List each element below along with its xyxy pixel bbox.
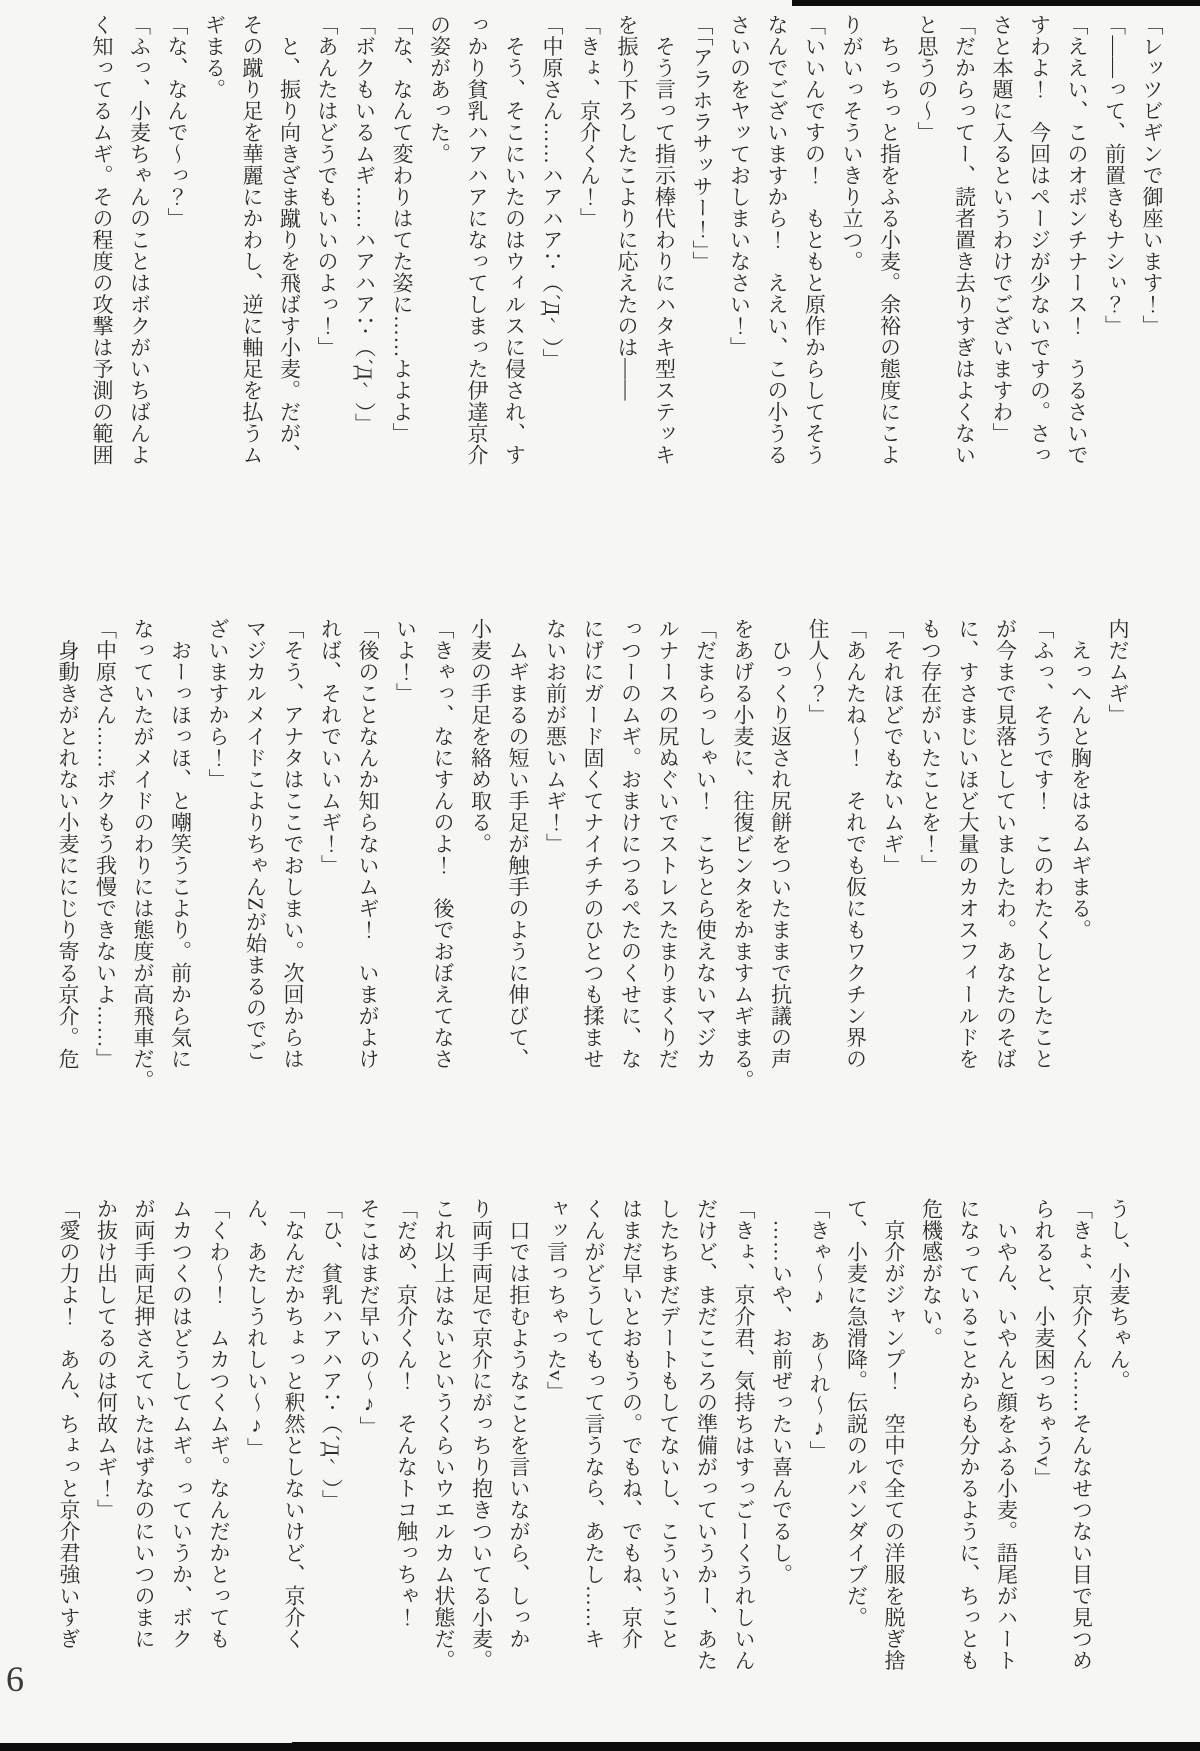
text-column: 「ボクもいるムギ……ハアハア∵（´Д｀）」 (352, 14, 377, 435)
text-column: 「な、なんで〜っ？」 (165, 14, 189, 229)
text-column: おーっほっほ、と嘲笑うこより。前から気に (168, 618, 193, 1070)
text-column: 「ひ、貧乳ハアハア∵（´Д｀）」 (319, 1198, 344, 1511)
text-column: いよ！」 (393, 618, 418, 704)
text-column: なっていたがメイドのわりには態度が高飛車だ。 (131, 618, 155, 1091)
text-column: 「くわ〜！ ムカつくムギ。なんだかとっても (207, 1198, 231, 1650)
text-column: をあげる小麦に、往復ビンタをかますムギまる。 (731, 618, 755, 1091)
text-column: に、すさまじいほど大量のカオスフィールドを (956, 618, 980, 1070)
text-column: なんでございますから！ ええい、この小うる (765, 14, 789, 466)
text-column: これ以上はないというくらいウエルカム状態だ。 (432, 1198, 456, 1671)
text-column: そう、そこにいたのはウィルスに侵され、す (502, 14, 527, 466)
text-column: 「だまらっしゃい！ こちとら使えないマジカ (693, 618, 718, 1070)
text-column: ないお前が悪いムギ！」 (543, 618, 568, 855)
text-column: 「な、なんて変わりはてた姿に……よよよ」 (390, 14, 414, 444)
text-column: 「それほどでもないムギ」 (881, 618, 905, 876)
text-column: が両手両足押さえていたはずなのにいつのまに (132, 1198, 156, 1650)
text-column: だけど、まだこころの準備がっていうかー、あた (694, 1198, 719, 1671)
text-column: 「後のことなんか知らないムギ！ いまがよけ (356, 618, 380, 1070)
text-column: 「愛の力よ！ あん、ちょっと京介君強いすぎ (57, 1198, 81, 1650)
text-column: りがいっそういきり立つ。 (840, 14, 864, 272)
text-column: そこはまだ早いの〜♪」 (357, 1198, 381, 1438)
page-number: 6 (6, 1659, 24, 1699)
text-column: はまだ早いとおもうの。でもね、でもね、京介 (619, 1198, 644, 1650)
text-column: ムギまるの短い手足が触手のように伸びて、 (506, 618, 530, 1070)
text-column: 「きゃ〜♪ あ〜れ〜♪」 (807, 1198, 831, 1462)
text-column: が今まで見落としていましたわ。あなたのそば (993, 618, 1018, 1070)
text-column: ん、あたしうれしい〜♪」 (244, 1198, 269, 1459)
text-column: ャッ言っちゃったv」 (544, 1198, 569, 1403)
text-column: になっていることからも分かるように、ちっとも (957, 1198, 981, 1671)
text-column: マジカルメイドこよりちゃんZが始まるのでご (243, 618, 268, 1062)
text-column: ひっくり返され尻餅をついたままで抗議の声 (768, 618, 793, 1070)
text-column: 内だムギ」 (1106, 618, 1130, 726)
text-column: 「あんたはどうでもいいのよっ！」 (315, 14, 339, 358)
text-column: さいのをヤッておしまいなさい！」 (727, 14, 752, 358)
text-column: か抜け出してるのは何故ムギ！」 (94, 1198, 119, 1521)
text-column: ムカつくのはどうしてムギ。っていうか、ボク (169, 1198, 194, 1650)
text-column: 「中原さん……ハアハア∵（´Д｀）」 (540, 14, 564, 370)
scan-artifact-bottom-bar (292, 1742, 1200, 1749)
text-column: 「きょ、京介くん！」 (577, 14, 602, 229)
text-column: 「そう、アナタはここでおしまい。次回からは (281, 618, 305, 1070)
text-column: く知ってるムギ。その程度の攻撃は予測の範囲 (90, 14, 114, 466)
text-column: っかり貧乳ハアハアになってしまった伊達京介 (465, 14, 489, 466)
text-column: 京介がジャンプ！ 空中で全ての洋服を脱ぎ捨 (882, 1198, 906, 1671)
text-column: 「なんだかちょっと釈然としないけど、京介く (282, 1198, 306, 1650)
text-column: いやん、いやんと顔をふる小麦。語尾がハート (994, 1198, 1019, 1671)
text-column: すわよ！ 今回はページが少ないですの。さっ (1027, 14, 1052, 466)
text-column: そう言って指示棒代わりにハタキ型ステッキ (652, 14, 677, 466)
text-column: 「だからってー、読者置き去りすぎはよくない (952, 14, 977, 466)
text-column: れば、それでいいムギ！」 (318, 618, 343, 876)
text-column: 「レッツビギンで御座います！」 (1140, 14, 1164, 337)
text-column: 「きょ、京介くん……そんなせつない目で見つめ (1069, 1198, 1094, 1671)
text-column: の姿があった。 (427, 14, 452, 165)
scan-artifact-top-bar (792, 0, 1200, 6)
passage-bottom (50, 1198, 1138, 1684)
text-column: 「きゃっ、なにすんのよ！ 後でおぼえてなさ (431, 618, 455, 1070)
text-column: くんがどうしてもって言うなら、あたし……キ (582, 1198, 606, 1650)
text-column: ……いや、お前ぜったい喜んでるし。 (769, 1198, 794, 1585)
text-column: もつ存在がいたことを！」 (918, 618, 943, 876)
text-column: えっへんと胸をはるムギまる。 (1068, 618, 1093, 941)
text-column: 「きょ、京介君、気持ちはすっごーくうれしいん (732, 1198, 756, 1671)
text-column: を振り下ろしたこよりに応えたのは―― (615, 14, 639, 401)
text-column: 「だめ、京介くん！ そんなトコ触っちゃ！ (394, 1198, 419, 1628)
text-column: 「ふっ、そうです！ このわたくしとしたこと (1031, 618, 1055, 1070)
text-column: 「いいんですの！ もともと原作からしてそう (802, 14, 827, 466)
text-column: 「ふっ、小麦ちゃんのことはボクがいちばんよ (127, 14, 152, 466)
text-column: ちっちっと指をふる小麦。余裕の態度にこよ (877, 14, 902, 466)
text-column: その蹴り足を華麗にかわし、逆に軸足を払うム (240, 14, 264, 466)
text-column: 「あんたね〜！ それでも仮にもワクチン界の (843, 618, 868, 1070)
text-column: 住人〜？」 (806, 618, 830, 726)
text-column: て、小麦に急滑降。伝説のルパンダイブだ。 (844, 1198, 869, 1628)
text-column: 身動きがとれない小麦ににじり寄る京介。危 (56, 618, 80, 1070)
text-column: 危機感がない。 (919, 1198, 944, 1349)
passage-middle (49, 618, 1137, 1118)
text-column: り両手両足で京介にがっちり抱きついてる小麦。 (469, 1198, 494, 1671)
text-column: 口では拒むようなことを言いながら、しっか (507, 1198, 531, 1650)
text-column: 小麦の手足を絡め取る。 (468, 618, 493, 855)
text-column: と思うの〜」 (915, 14, 939, 143)
text-column: られると、小麦困っちゃうv」 (1032, 1198, 1056, 1489)
text-column: ざいますから！」 (206, 618, 230, 790)
text-column: 「――って、前置きもナシぃ？」 (1102, 14, 1127, 337)
text-column: うし、小麦ちゃん。 (1107, 1198, 1131, 1392)
text-column: と、振り向きざま蹴りを飛ばす小麦。だが、 (277, 14, 302, 466)
text-column: したちまだデートもしてないし、こういうこと (657, 1198, 681, 1650)
text-column: 「中原さん……ボクもう我慢できないよ……」 (93, 618, 118, 1070)
text-column: さと本題に入るというわけでございますわ」 (990, 14, 1014, 444)
text-column: 「「アラホラサッサー！」」 (690, 14, 714, 273)
text-column: 「ええい、このオポンチナース！ うるさいで (1065, 14, 1089, 466)
text-column: にげにガード固くてナイチチのひとつも揉ませ (581, 618, 605, 1070)
text-column: ルナースの尻ぬぐいでストレスたまりまくりだ (656, 618, 680, 1070)
text-column: ギまる。 (202, 14, 227, 100)
text-column: っつーのムギ。おまけにつるぺたのくせに、な (618, 618, 643, 1070)
passage-top (83, 14, 1171, 550)
